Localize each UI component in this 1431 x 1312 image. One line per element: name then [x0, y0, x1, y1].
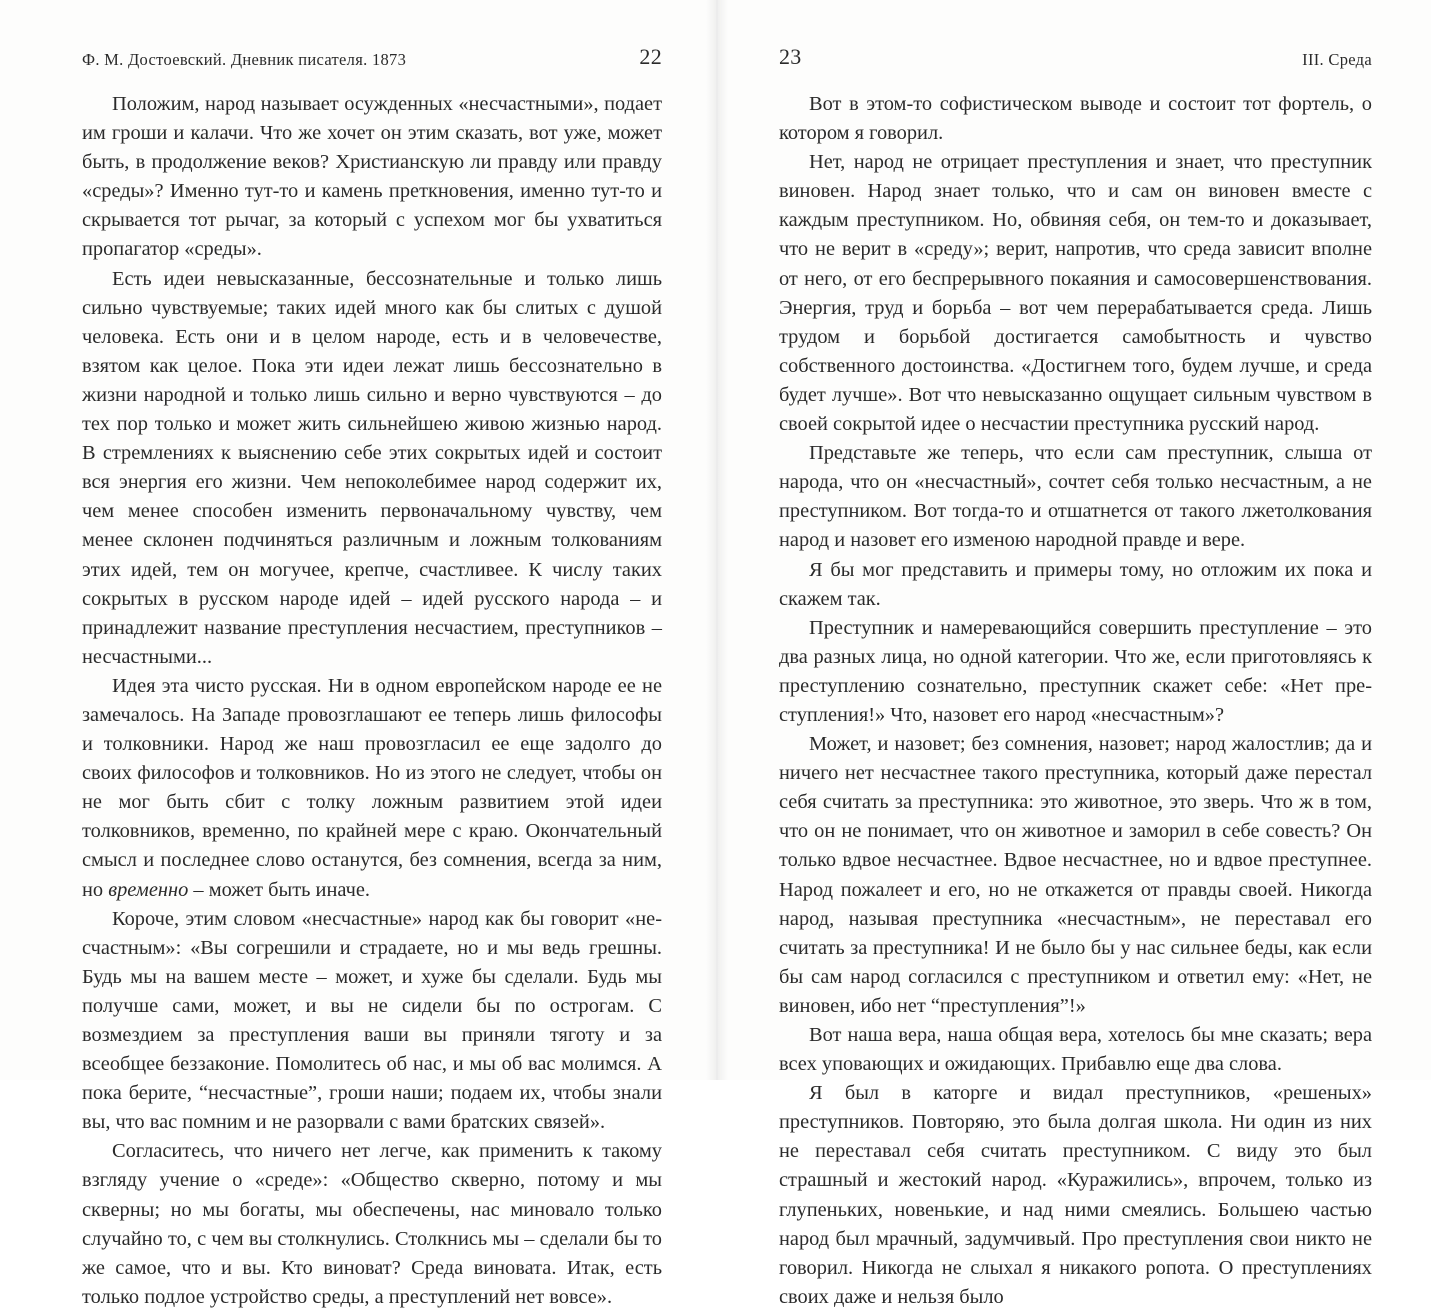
paragraph: Согласитесь, что ничего нет легче, как применить к такому взгляду учение о «среде»: «Общество скверно, потому и мы скверны; но мы богаты, мы обеспечены, нас миновало только случайно то, с чем вы столкнулись. Столкнись мы – сделали бы то же самое, что и вы. Кто виноват? Среда виновата. Итак, есть только подлое устройство среды, а преступлений нет вовсе».	[82, 1140, 662, 1308]
right-page-header	[779, 44, 1372, 78]
paragraph: Преступник и намеревающийся совершить преступление – это два разных лица, но одной категории. Что же, если приготовляясь к преступлению сознательно, преступник скажет себе: «Нет преступления!» Что, назовет его народ «несчастным»?	[779, 616, 1372, 726]
paragraph: Представьте же теперь, что если сам преступник, слыша от народа, что он «несчастный», сочтет себя только несчастным, а не преступником. Вот тогда-то и отшатнется от такого лжетолкования народ и назовет его изменою народной правде и вере.	[779, 442, 1372, 552]
paragraph-text-end: – может быть иначе.	[188, 878, 371, 901]
paragraph: Вот в этом-то софистическом выводе и состоит тот фортель, о котором я говорил.	[779, 93, 1372, 145]
page-number: 22	[639, 44, 662, 69]
paragraph: Нет, народ не отрицает преступления и знает, что преступник виновен. Народ знает только, что и сам он виновен вместе с каждым преступником. Но, обвиняя себя, он тем-то и доказывает, что не верит в «среду»; верит, напротив, что среда зависит вполне от него, от его беспрерывного покаяния и самосовершенствования. Энергия, труд и борьба – вот чем перерабатывается среда. Лишь трудом и борьбой достигается самобытность и чувство собственного достоинства. «Достигнем того, будем лучше, и среда будет лучше». Вот что невысказанно ощущает сильным чувством в своей сокрытой идее о несчастии преступника русский народ.	[779, 151, 1372, 436]
right-page-text	[779, 90, 1372, 1312]
running-head: Ф. М. Достоевский. Дневник писателя. 1873	[82, 50, 407, 69]
italic-word: временно	[108, 878, 189, 901]
paragraph-text: Идея эта чисто русская. Ни в одном европейском народе ее не замечалось. На Западе провозглашают ее теперь лишь философы и толковники. Народ же наш провозгласил ее еще задолго до своих философов и толковников. Но из этого не следует, чтобы он не мог быть сбит с толку ложным развитием этой идеи толковников, временно, по крайней мере с краю. Окончательный смысл и последнее слово останутся, без сомнения, всегда за ним, но	[82, 674, 662, 901]
paragraph: Положим, народ называет осужденных «несчастными», подает им гроши и калачи. Что же хочет он этим сказать, вот уже, может быть, в продолжение веков? Христианскую ли правду или правду «среды»? Именно тут-то и камень преткновения, именно тут-то и скрывается тот рычаг, за который с успехом мог бы ухватиться пропагатор «среды».	[82, 93, 662, 261]
paragraph	[82, 672, 662, 905]
paragraph: Есть идеи невысказанные, бессознательные и только лишь сильно чувствуемые; таких идей много как бы слитых с душой человека. Есть они и в целом народе, есть и в человечестве, взятом как целое. Пока эти идеи лежат лишь бессознательно в жизни народной и только лишь сильно и верно чувствуются – до тех пор только и может жить сильнейшею живою жизнью народ. В стремлениях к выяснению себе этих сокрытых идей и состоит вся энергия его жизни. Чем непоколебимее народ содержит их, чем менее способен изменить первоначальному чувству, чем менее склонен подчиняться различным и ложным толкованиям этих идей, тем он могучее, крепче, счастливее. К числу таких сокрытых в русском народе идей – идей русского народа – и принадлежит название преступления несчастием, преступников – несчастными...	[82, 267, 662, 668]
paragraph: Я был в каторге и видал преступников, «решеных» преступников. Повторяю, это была долгая школа. Ни один из них не переставал себя считать преступником. С виду это был страшный и жестокий народ. «Куражились», впрочем, только из глупеньких, новенькие, и над ними смеялись. Большею частью народ был мрачный, задумчивый. Про преступления свои никто не говорил. Никогда не слыхал я никакого ропота. О преступлениях своих даже и нельзя было	[779, 1082, 1372, 1308]
running-head: III. Среда	[1302, 50, 1372, 69]
paragraph: Вот наша вера, наша общая вера, хотелось бы мне сказать; вера всех уповающих и ожидающих. Прибавлю еще два слова.	[779, 1024, 1372, 1076]
paragraph: Я бы мог представить и примеры тому, но отложим их пока и скажем так.	[779, 558, 1372, 610]
paragraph: Короче, этим словом «несчастные» народ как бы говорит «несчастным»: «Вы согрешили и страдаете, но и мы ведь грешны. Будь мы на вашем месте – может, и хуже бы сделали. Будь мы получше сами, может, и вы не сидели бы по острогам. С возмездием за преступления ваши вы приняли тяготу и за всеобщее беззаконие. Помолитесь об нас, и мы об вас молимся. А пока берите, “несчастные”, гроши наши; подаем их, чтобы знали вы, что вас помним и не разорвали с вами братских связей».	[82, 907, 662, 1134]
left-page	[0, 0, 716, 1308]
right-page	[716, 0, 1431, 1308]
paragraph: Может, и назовет; без сомнения, назовет; народ жалостлив; да и ничего нет несчастнее такого преступника, который даже перестал себя считать за преступника: это животное, это зверь. Что ж в том, что он не понимает, что он животное и заморил в себе совесть? Он только вдвое несчастнее. Вдвое несчастнее, но и вдвое преступнее. Народ пожалеет и его, но не откажется от правды своей. Никогда народ, называя преступника «несчастным», не переставал его считать за преступника! И не было бы у нас сильнее беды, как если бы сам народ согласился с преступником и ответил ему: «Нет, не виновен, ибо нет “преступления”!»	[779, 733, 1372, 1017]
left-page-header	[82, 44, 662, 78]
page-number: 23	[779, 44, 802, 69]
book-gutter-shadow	[706, 0, 728, 1080]
left-page-text	[82, 90, 662, 1312]
